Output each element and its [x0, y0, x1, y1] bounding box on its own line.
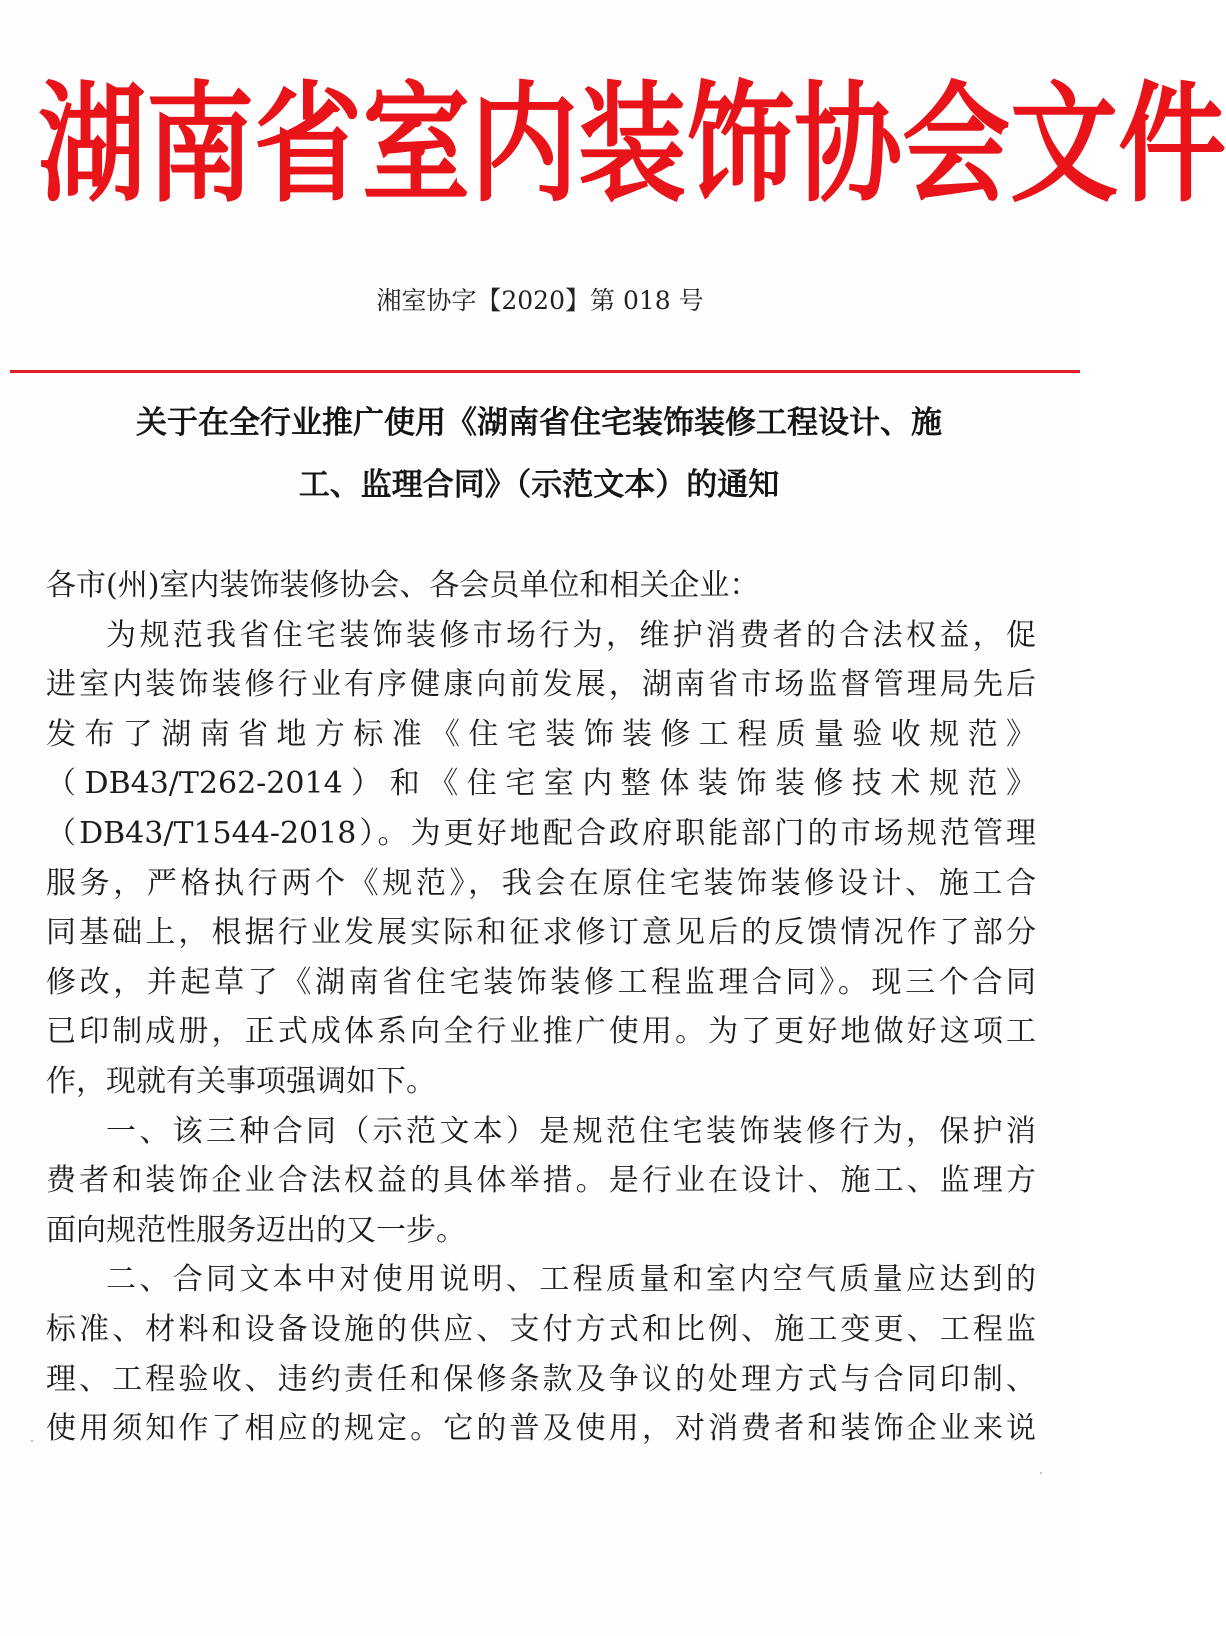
notice-title-line-1: 关于在全行业推广使用《湖南省住宅装饰装修工程设计、施 [136, 405, 942, 441]
paragraph-1-line: （DB43/T1544-2018）。为更好地配合政府职能部门的市场规范管理 [46, 815, 1036, 851]
masthead-char: 湖 [38, 70, 147, 221]
paragraph-2-line: 面向规范性服务迈出的又一步。 [46, 1212, 466, 1248]
masthead-title [38, 66, 1226, 226]
masthead-char: 协 [794, 70, 903, 221]
scan-speck [1040, 1472, 1042, 1474]
masthead-char: 饰 [686, 70, 795, 221]
red-divider-rule [10, 370, 1080, 373]
notice-title-line-2: 工、监理合同》（示范文本）的通知 [298, 467, 780, 503]
paragraph-1-line: 发布了湖南省地方标准《住宅装饰装修工程质量验收规范》 [46, 716, 1036, 752]
masthead-char: 南 [146, 70, 255, 221]
paragraph-1-line: 作，现就有关事项强调如下。 [46, 1063, 436, 1099]
masthead-char: 省 [254, 70, 363, 221]
paragraph-1-line: 同基础上，根据行业发展实际和征求修订意见后的反馈情况作了部分 [46, 915, 1036, 951]
document-number: 湘室协字【2020】第 018 号 [376, 286, 704, 315]
paragraph-3-line: 使用须知作了相应的规定。它的普及使用，对消费者和装饰企业来说 [46, 1411, 1036, 1447]
scan-speck [31, 1440, 33, 1442]
masthead-char: 室 [362, 70, 471, 221]
notice-body [46, 561, 1036, 1454]
masthead-char: 装 [578, 70, 687, 221]
paragraph-1-line: 修改，并起草了《湖南省住宅装饰装修工程监理合同》。现三个合同 [46, 964, 1036, 1000]
masthead-char: 会 [902, 70, 1011, 221]
salutation: 各市(州)室内装饰装修协会、各会员单位和相关企业： [46, 568, 760, 603]
paragraph-1-line: （DB43/T262-2014）和《住宅室内整体装饰装修技术规范》 [46, 766, 1036, 802]
paragraph-1-line: 已印制成册，正式成体系向全行业推广使用。为了更好地做好这项工 [46, 1014, 1036, 1050]
paragraph-1-line: 为规范我省住宅装饰装修市场行为，维护消费者的合法权益，促 [106, 617, 1036, 653]
paragraph-3-line: 理、工程验收、违约责任和保修条款及争议的处理方式与合同印制、 [46, 1361, 1036, 1397]
paragraph-2-line: 一、该三种合同（示范文本）是规范住宅装饰装修行为，保护消 [106, 1113, 1036, 1149]
masthead-char: 内 [470, 70, 579, 221]
paragraph-3-line: 标准、材料和设备设施的供应、支付方式和比例、施工变更、工程监 [46, 1311, 1036, 1347]
paragraph-1-line: 服务，严格执行两个《规范》，我会在原住宅装饰装修设计、施工合 [46, 865, 1036, 901]
paragraph-3-line: 二、合同文本中对使用说明、工程质量和室内空气质量应达到的 [106, 1262, 1036, 1298]
masthead-char: 件 [1118, 70, 1226, 221]
masthead-char: 文 [1010, 70, 1119, 221]
paragraph-2-line: 费者和装饰企业合法权益的具体举措。是行业在设计、施工、监理方 [46, 1163, 1036, 1199]
paragraph-1-line: 进室内装饰装修行业有序健康向前发展，湖南省市场监督管理局先后 [46, 667, 1036, 703]
notice-title [44, 392, 1034, 516]
